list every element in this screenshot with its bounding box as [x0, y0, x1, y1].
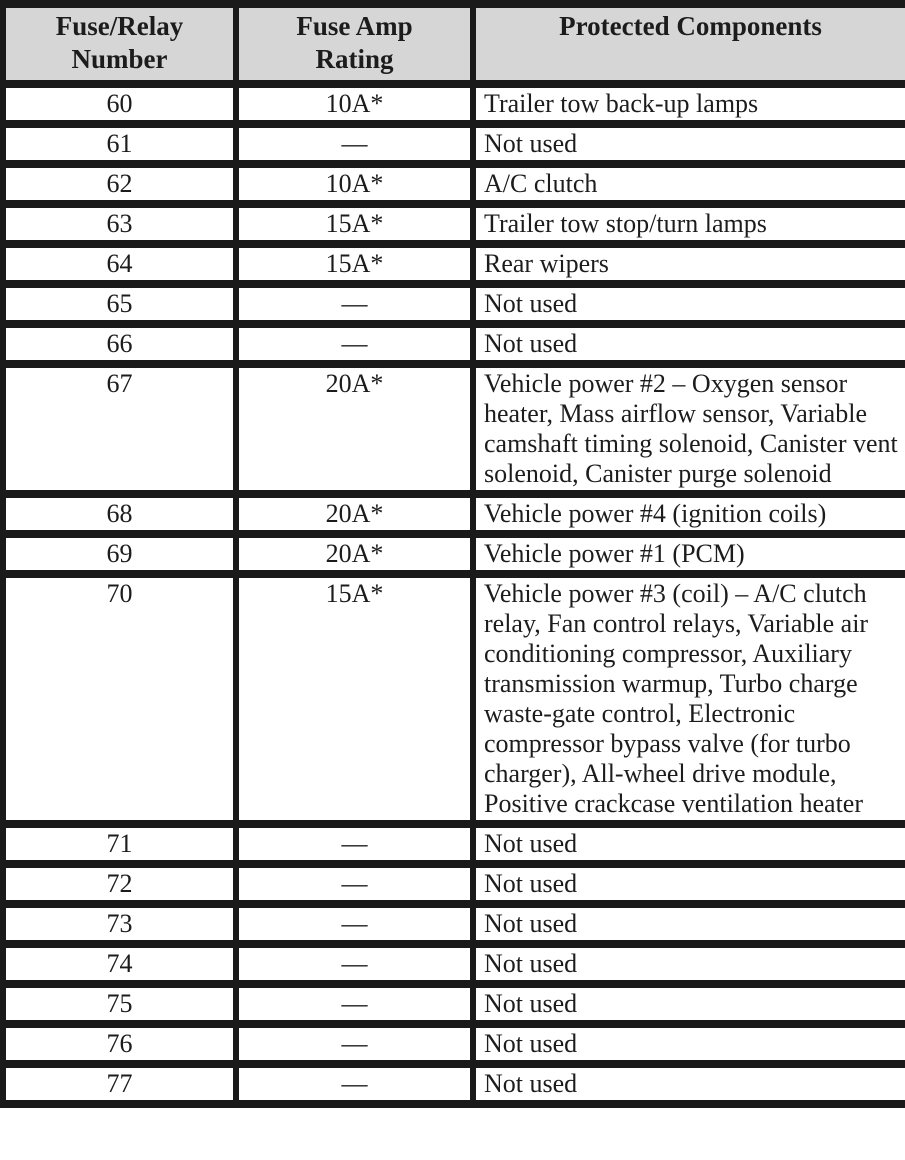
table-row [3, 364, 905, 494]
table-row [3, 944, 905, 984]
fuse-number-cell: 71 [3, 824, 236, 864]
fuse-rating-cell: — [236, 904, 473, 944]
fuse-rating-cell: 10A* [236, 164, 473, 204]
fuse-number-cell: 63 [3, 204, 236, 244]
fuse-number-cell: 67 [3, 364, 236, 494]
table-row [3, 164, 905, 204]
table-row [3, 984, 905, 1024]
fuse-rating-cell: 15A* [236, 244, 473, 284]
col-header-fuse-amp-rating-label: Fuse Amp Rating [296, 11, 413, 74]
fuse-rating-cell: 15A* [236, 574, 473, 824]
table-row [3, 904, 905, 944]
protected-components-cell: Vehicle power #3 (coil) – A/C clutch relay, Fan control relays, Variable air conditioning compressor, Auxiliary transmission warmup, Turbo charge waste-gate control, Electronic compressor bypass valve (for turbo charger), All-wheel drive module, Positive crackcase ventilation heater [473, 574, 905, 824]
table-row [3, 124, 905, 164]
fuse-number-cell: 75 [3, 984, 236, 1024]
col-header-fuse-amp-rating [236, 4, 473, 84]
fuse-rating-cell: — [236, 284, 473, 324]
fuse-rating-cell: — [236, 984, 473, 1024]
fuse-rating-cell: — [236, 1064, 473, 1104]
fuse-number-cell: 73 [3, 904, 236, 944]
fuse-rating-cell: 15A* [236, 204, 473, 244]
protected-components-cell: Not used [473, 1024, 905, 1064]
table-row [3, 494, 905, 534]
fuse-number-cell: 77 [3, 1064, 236, 1104]
col-header-protected-components-label: Protected Components [559, 11, 822, 41]
protected-components-cell: Not used [473, 284, 905, 324]
fuse-rating-cell: 20A* [236, 364, 473, 494]
col-header-fuse-relay-number-label: Fuse/Relay Number [55, 11, 184, 74]
table-row [3, 204, 905, 244]
fuse-number-cell: 76 [3, 1024, 236, 1064]
protected-components-cell: Not used [473, 984, 905, 1024]
protected-components-cell: A/C clutch [473, 164, 905, 204]
protected-components-cell: Not used [473, 124, 905, 164]
table-row [3, 284, 905, 324]
table-header-row [3, 4, 905, 84]
protected-components-cell: Not used [473, 944, 905, 984]
fuse-number-cell: 64 [3, 244, 236, 284]
fuse-number-cell: 74 [3, 944, 236, 984]
protected-components-cell: Vehicle power #4 (ignition coils) [473, 494, 905, 534]
fuse-rating-cell: — [236, 124, 473, 164]
protected-components-cell: Not used [473, 904, 905, 944]
fuse-rating-cell: 10A* [236, 84, 473, 124]
protected-components-cell: Vehicle power #1 (PCM) [473, 534, 905, 574]
fuse-rating-cell: 20A* [236, 494, 473, 534]
fuse-number-cell: 66 [3, 324, 236, 364]
fuse-number-cell: 68 [3, 494, 236, 534]
fuse-number-cell: 60 [3, 84, 236, 124]
fuse-table-body [3, 84, 905, 1104]
col-header-protected-components [473, 4, 905, 84]
table-row [3, 244, 905, 284]
table-row [3, 1024, 905, 1064]
table-row [3, 864, 905, 904]
fuse-rating-cell: — [236, 864, 473, 904]
protected-components-cell: Trailer tow back-up lamps [473, 84, 905, 124]
fuse-number-cell: 69 [3, 534, 236, 574]
table-row [3, 1064, 905, 1104]
protected-components-cell: Not used [473, 864, 905, 904]
table-row [3, 574, 905, 824]
col-header-fuse-relay-number [3, 4, 236, 84]
protected-components-cell: Vehicle power #2 – Oxygen sensor heater, Mass airflow sensor, Variable camshaft timing solenoid, Canister vent solenoid, Canister purge solenoid [473, 364, 905, 494]
table-row [3, 324, 905, 364]
fuse-rating-cell: — [236, 944, 473, 984]
fuse-number-cell: 61 [3, 124, 236, 164]
table-row [3, 534, 905, 574]
protected-components-cell: Trailer tow stop/turn lamps [473, 204, 905, 244]
fuse-number-cell: 65 [3, 284, 236, 324]
fuse-rating-cell: 20A* [236, 534, 473, 574]
protected-components-cell: Not used [473, 1064, 905, 1104]
fuse-number-cell: 72 [3, 864, 236, 904]
fuse-number-cell: 70 [3, 574, 236, 824]
table-row [3, 824, 905, 864]
table-row [3, 84, 905, 124]
protected-components-cell: Not used [473, 824, 905, 864]
fuse-rating-cell: — [236, 824, 473, 864]
fuse-rating-cell: — [236, 324, 473, 364]
fuse-rating-cell: — [236, 1024, 473, 1064]
protected-components-cell: Not used [473, 324, 905, 364]
fuse-number-cell: 62 [3, 164, 236, 204]
protected-components-cell: Rear wipers [473, 244, 905, 284]
